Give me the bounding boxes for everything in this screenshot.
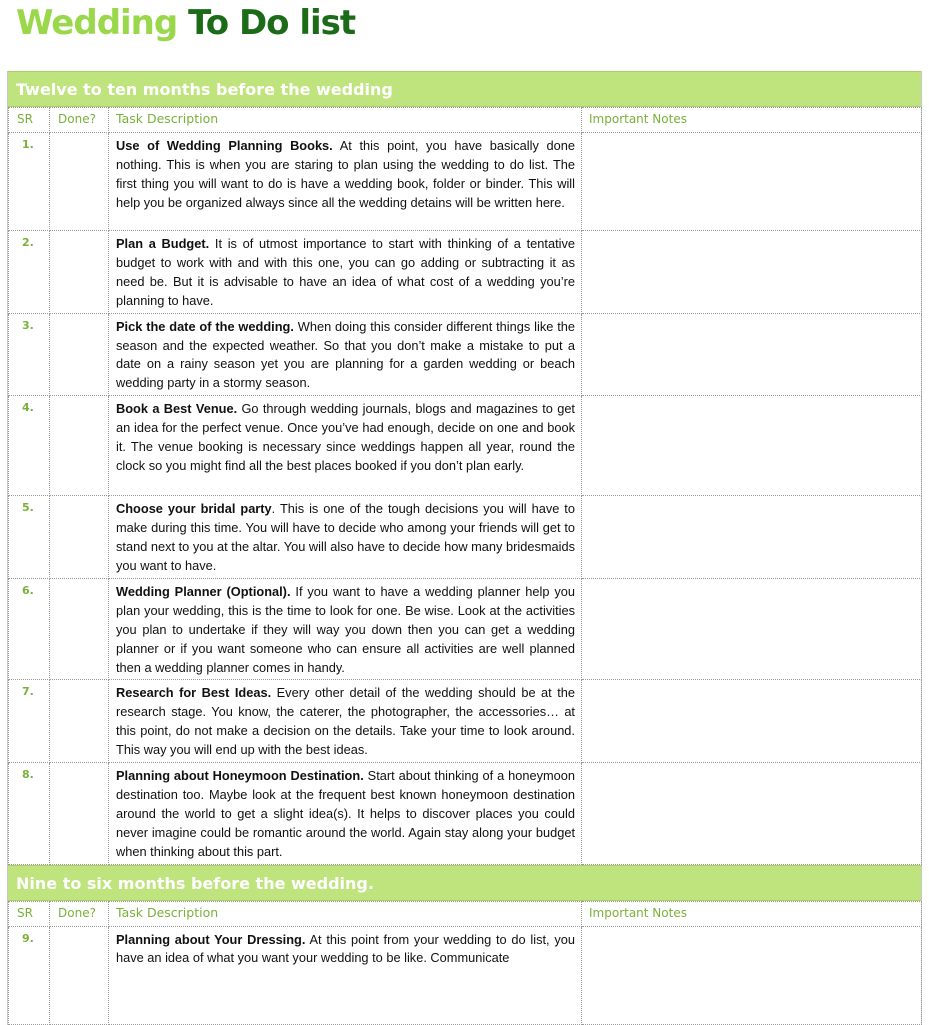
task-number: 6. xyxy=(9,578,50,680)
task-text: . This is one of the tough decisions you will have to make during this time. You will have to decide who among your friends will get to stand next to you at the altar. You will also have to decide how many bridesmaids you want to have. xyxy=(116,501,575,573)
task-text: Start about thinking of a honeymoon destination too. Maybe look at the frequent best known honeymoon destination around the world to get a slight idea(s). It helps to discover places you could never imagine could be romantic around the world. Again stay along your budget when thinking about this part. xyxy=(116,768,575,859)
task-description xyxy=(109,231,582,314)
task-description xyxy=(109,763,582,865)
task-number: 7. xyxy=(9,680,50,763)
column-header-sr: SR xyxy=(9,901,50,926)
task-number: 9. xyxy=(9,926,50,1024)
column-header-sr: SR xyxy=(9,108,50,133)
task-number: 3. xyxy=(9,313,50,396)
task-title: Plan a Budget. xyxy=(116,236,210,251)
task-row xyxy=(9,496,922,579)
task-number: 5. xyxy=(9,496,50,579)
notes-cell[interactable] xyxy=(582,680,922,763)
task-description xyxy=(109,680,582,763)
notes-cell[interactable] xyxy=(582,926,922,1024)
task-text: At this point from your wedding to do list, you have an idea of what you want your wedding to be like. Communicate xyxy=(116,931,575,966)
task-title: Planning about Honeymoon Destination. xyxy=(116,768,364,784)
notes-cell[interactable] xyxy=(582,313,922,396)
task-text: At this point, you have basically done nothing. This is when you are staring to plan using the wedding to do list. The first thing you will want to do is have a wedding book, folder or binder. This will help you be organized always since all the wedding detains will be written here. xyxy=(116,138,576,210)
done-checkbox-cell[interactable] xyxy=(50,313,109,396)
task-row xyxy=(9,396,922,496)
notes-cell[interactable] xyxy=(582,133,922,231)
done-checkbox-cell[interactable] xyxy=(50,396,109,496)
task-row xyxy=(9,680,922,763)
task-title: Use of Wedding Planning Books. xyxy=(116,138,333,153)
title-part-todo: To Do list xyxy=(177,3,356,43)
task-row xyxy=(9,763,922,865)
task-text: When doing this consider different things like the season and the expected weather. So that you don’t make a mistake to put a date on a rainy season yet you are planning for a garden wedding or beach wedding party in a stormy season. xyxy=(116,318,575,391)
task-table xyxy=(8,901,922,1025)
task-row xyxy=(9,926,922,1024)
page-title xyxy=(16,2,355,44)
task-description xyxy=(109,926,582,1024)
column-header-task: Task Description xyxy=(109,901,582,926)
task-row xyxy=(9,231,922,314)
task-number: 4. xyxy=(9,396,50,496)
task-title: Book a Best Venue. xyxy=(116,401,238,417)
task-row xyxy=(9,578,922,680)
column-header-notes: Important Notes xyxy=(582,108,922,133)
notes-cell[interactable] xyxy=(582,763,922,865)
notes-cell[interactable] xyxy=(582,496,922,579)
task-text: Go through wedding journals, blogs and magazines to get an idea for the perfect venue. Once you’ve had enough, decide on one and book it. The venue booking is necessary since weddings happen all year, round the clock so you might find all the best places booked if you don’t plan early. xyxy=(116,401,575,473)
column-header-task: Task Description xyxy=(109,108,582,133)
section-heading: Twelve to ten months before the wedding xyxy=(8,71,921,107)
column-header-done: Done? xyxy=(50,108,109,133)
task-description xyxy=(109,133,582,231)
done-checkbox-cell[interactable] xyxy=(50,231,109,314)
task-title: Pick the date of the wedding. xyxy=(116,318,294,334)
task-number: 1. xyxy=(9,133,50,231)
task-description xyxy=(109,313,582,396)
task-description xyxy=(109,496,582,579)
task-text: Every other detail of the wedding should be at the research stage. You know, the caterer, the photographer, the accessories… at this point, do not make a decision on the details. Take your time to look around. This way you will end up with the best ideas. xyxy=(116,685,575,758)
done-checkbox-cell[interactable] xyxy=(50,926,109,1024)
task-text: It is of utmost importance to start with thinking of a tentative budget to work with and with this one, you can go adding or subtracting it as need be. But it is advisable to have an idea of what cost of a wedding you’re planning to have. xyxy=(116,236,575,308)
task-title: Wedding Planner (Optional). xyxy=(116,583,291,599)
done-checkbox-cell[interactable] xyxy=(50,578,109,680)
notes-cell[interactable] xyxy=(582,231,922,314)
task-text: If you want to have a wedding planner help you plan your wedding, this is the time to look for one. Be wise. Look at the activities you plan to undertake if they will way you down then you can get a wedding planner or if you want someone who can ensure all activities are well planned then a wedding planner comes in handy. xyxy=(116,583,575,675)
task-title: Research for Best Ideas. xyxy=(116,685,272,701)
notes-cell[interactable] xyxy=(582,396,922,496)
done-checkbox-cell[interactable] xyxy=(50,763,109,865)
task-title: Choose your bridal party xyxy=(116,501,272,517)
task-table xyxy=(8,107,922,865)
done-checkbox-cell[interactable] xyxy=(50,133,109,231)
done-checkbox-cell[interactable] xyxy=(50,680,109,763)
section-heading: Nine to six months before the wedding. xyxy=(8,865,921,901)
task-description xyxy=(109,578,582,680)
task-description xyxy=(109,396,582,496)
task-number: 2. xyxy=(9,231,50,314)
table-header-row xyxy=(9,108,922,133)
task-title: Planning about Your Dressing. xyxy=(116,931,306,947)
todo-document xyxy=(7,71,922,1025)
title-part-wedding: Wedding xyxy=(16,3,178,43)
task-number: 8. xyxy=(9,763,50,865)
task-row xyxy=(9,133,922,231)
task-row xyxy=(9,313,922,396)
column-header-notes: Important Notes xyxy=(582,901,922,926)
column-header-done: Done? xyxy=(50,901,109,926)
notes-cell[interactable] xyxy=(582,578,922,680)
done-checkbox-cell[interactable] xyxy=(50,496,109,579)
table-header-row xyxy=(9,901,922,926)
